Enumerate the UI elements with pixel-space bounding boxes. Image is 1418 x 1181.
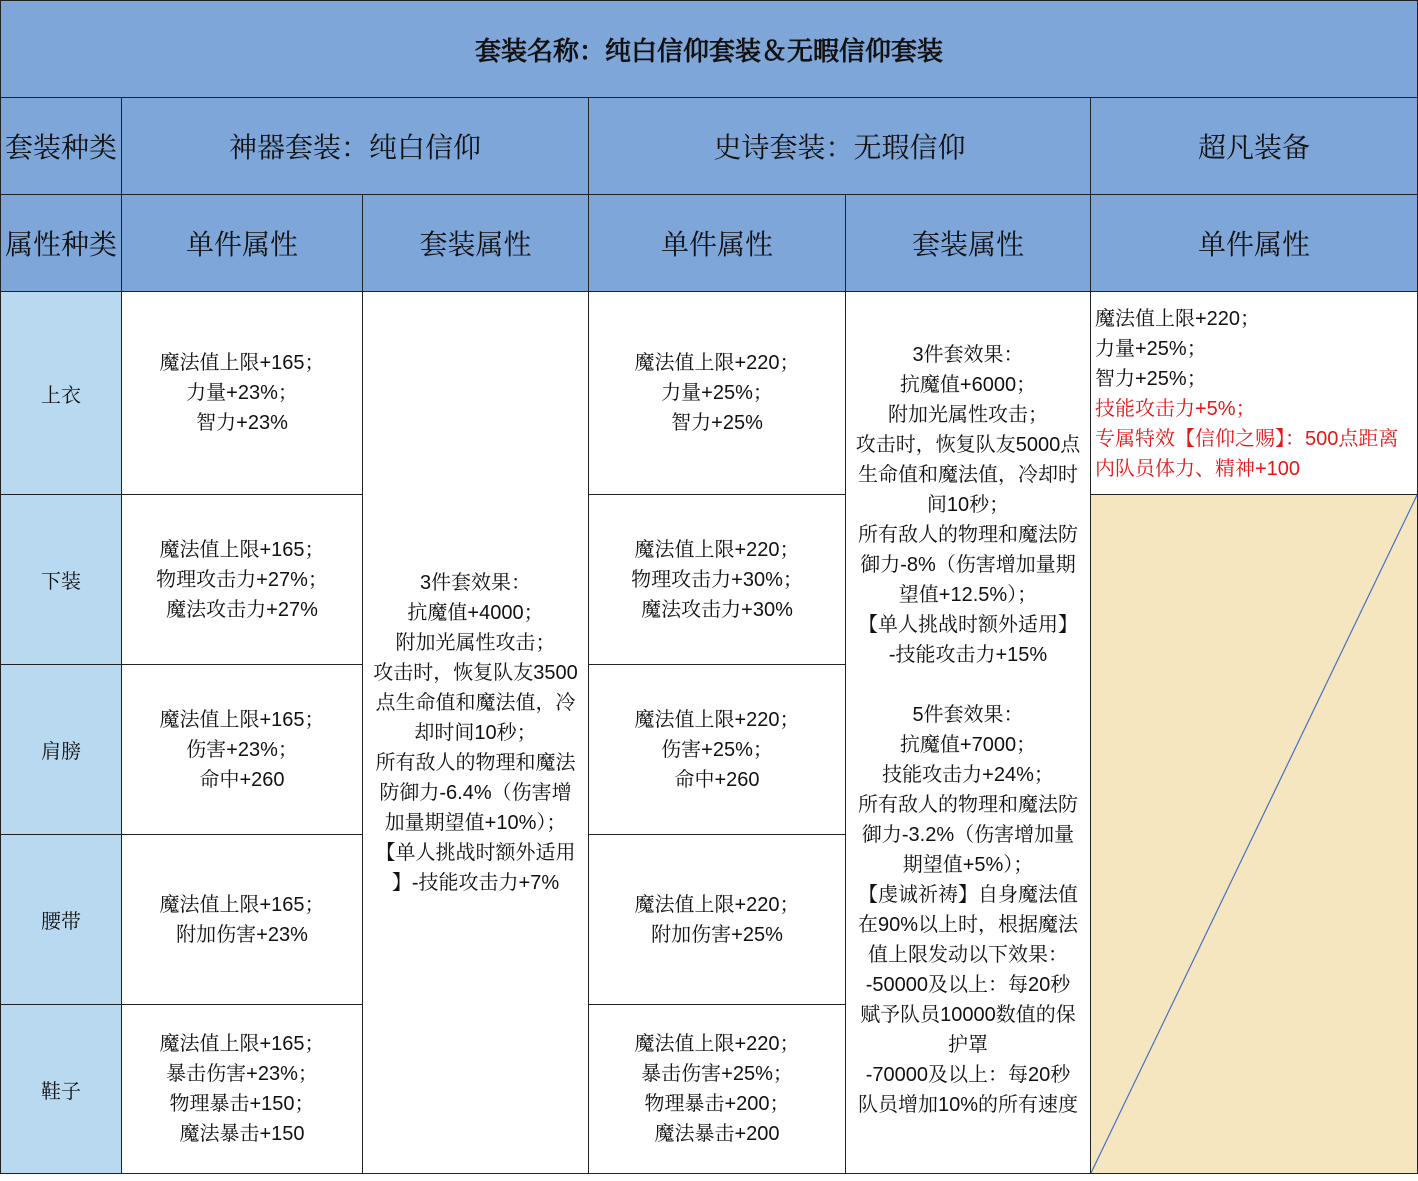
transcendent-skill-line: 技能攻击力+5%； xyxy=(1095,398,1256,420)
epic-bottom-attrs: 魔法值上限+220； 物理攻击力+30%； 魔法攻击力+30% xyxy=(589,495,846,665)
epic-set-header: 史诗套装：无瑕信仰 xyxy=(589,98,1091,195)
epic-shoulder-attrs: 魔法值上限+220； 伤害+25%； 命中+260 xyxy=(589,665,846,835)
transcendent-line: 力量+25%； xyxy=(1095,338,1207,360)
artifact-set-header: 神器套装：纯白信仰 xyxy=(122,98,589,195)
transcendent-top-attrs xyxy=(1091,292,1418,495)
epic-shoes-attrs: 魔法值上限+220； 暴击伤害+25%； 物理暴击+200； 魔法暴击+200 xyxy=(589,1005,846,1174)
artifact-set-effects: 3件套效果： 抗魔值+4000； 附加光属性攻击； 攻击时，恢复队友3500 点生命值和魔法值，冷 却时间10秒； 所有敌人的物理和魔法 防御力-6.4%（伤害增 加量期望值+10%）； 【单人挑战时额外适用 】-技能攻击力+7% xyxy=(363,292,589,1174)
artifact-shoes-attrs: 魔法值上限+165； 暴击伤害+23%； 物理暴击+150； 魔法暴击+150 xyxy=(122,1005,363,1174)
artifact-bottom-attrs: 魔法值上限+165； 物理攻击力+27%； 魔法攻击力+27% xyxy=(122,495,363,665)
epic-single-header: 单件属性 xyxy=(589,195,846,292)
epic-top-attrs: 魔法值上限+220； 力量+25%； 智力+25% xyxy=(589,292,846,495)
artifact-set-attr-header: 套装属性 xyxy=(363,195,589,292)
transcendent-line: 智力+25%； xyxy=(1095,368,1207,390)
slot-label-shoulder: 肩膀 xyxy=(1,665,122,835)
transcendent-special-effect: 专属特效【信仰之赐】：500点距离内队员体力、精神+100 xyxy=(1095,428,1399,480)
slot-label-top: 上衣 xyxy=(1,292,122,495)
artifact-top-attrs: 魔法值上限+165； 力量+23%； 智力+23% xyxy=(122,292,363,495)
slot-label-belt: 腰带 xyxy=(1,835,122,1005)
table-title: 套装名称：纯白信仰套装＆无暇信仰套装 xyxy=(1,1,1418,98)
attribute-type-label: 属性种类 xyxy=(1,195,122,292)
artifact-single-header: 单件属性 xyxy=(122,195,363,292)
epic-belt-attrs: 魔法值上限+220； 附加伤害+25% xyxy=(589,835,846,1005)
artifact-shoulder-attrs: 魔法值上限+165； 伤害+23%； 命中+260 xyxy=(122,665,363,835)
artifact-belt-attrs: 魔法值上限+165； 附加伤害+23% xyxy=(122,835,363,1005)
slot-label-bottom: 下装 xyxy=(1,495,122,665)
transcendent-header: 超凡装备 xyxy=(1091,98,1418,195)
empty-diagonal-cell xyxy=(1091,495,1418,1174)
transcendent-line: 魔法值上限+220； xyxy=(1095,308,1261,330)
slot-label-shoes: 鞋子 xyxy=(1,1005,122,1174)
epic-set-attr-header: 套装属性 xyxy=(846,195,1091,292)
diagonal-line xyxy=(1091,495,1417,1173)
transcendent-single-header: 单件属性 xyxy=(1091,195,1418,292)
set-type-label: 套装种类 xyxy=(1,98,122,195)
epic-set-effects: 3件套效果： 抗魔值+6000； 附加光属性攻击； 攻击时，恢复队友5000点 生命值和魔法值，冷却时 间10秒； 所有敌人的物理和魔法防 御力-8%（伤害增加量期 望值+12.5%）； 【单人挑战时额外适用】 -技能攻击力+15% 5件套效果： 抗魔值+7000； 技能攻击力+24%； 所有敌人的物理和魔法防 御力-3.2%（伤害增加量 期望值+5%）； 【虔诚祈祷】自身魔法值 在90%以上时，根据魔法 值上限发动以下效果： -50000及以上：每20秒 赋予队员10000数值的保 护罩 -70000及以上：每20秒 队员增加10%的所有速度 xyxy=(846,292,1091,1174)
